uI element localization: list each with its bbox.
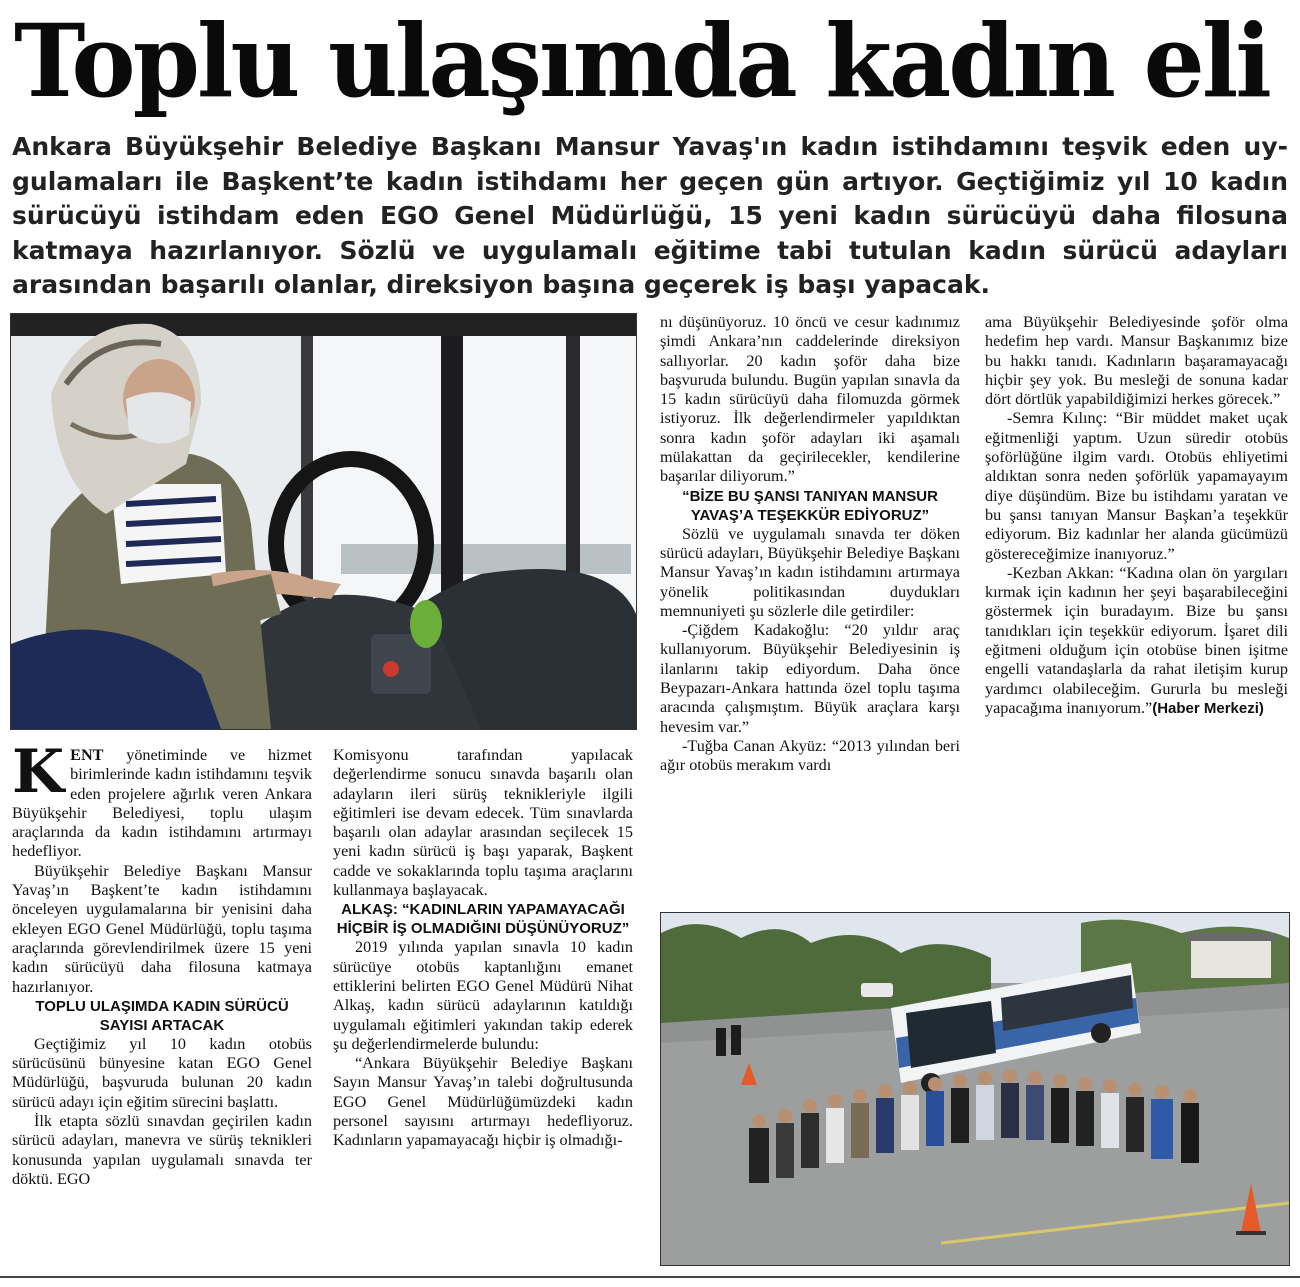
subheading-alkas: ALKAŞ: “KADINLARIN YAPAMAYACAĞI HİÇBİR İŞ OLMADIĞINI DÜŞÜNÜYORUZ” [336, 901, 630, 938]
headline: Toplu ulaşımda kadın eli [14, 2, 1270, 120]
column-3-paragraph-1: nı düşünüyoruz. 10 öncü ve cesur kadınımız şimdi Ankara’nın caddelerinde direksiyon sallıyorlar. 20 kadın şoför daha bize başvuruda bulundu. Bugün yapılan sınavla da 15 kadın sürücüyü daha filomuzda görmek istiyoruz. İlk değerlendirmeler yapıldıktan sonra kadın şoför adayları iki aşamalı mülakattan da geçirilecekler, kendilerine başarılar diliyorum.” [660, 313, 960, 486]
column-4-paragraph-3 [985, 564, 1288, 718]
column-2 [333, 746, 633, 1151]
column-4-paragraph-2: -Semra Kılınç: “Bir müddet maket uçak eğitmenliği yaptım. Uzun süredir otobüs şoförlüğüne ilgim vardı. Otobüs ehliyetimi aldıktan sonra neden şoförlük yapamayayım diye düşündüm. Bize bu istihdamı yaratan ve bu şansı tanıyan Mansur Başkan’a teşekkür ediyorum. Biz kadınlar her alanda gücümüzü göstereceğimize inanıyoruz.” [985, 409, 1288, 563]
paragraph-text: yönetiminde ve hizmet birimlerinde kadın istihdamını teşvik eden projelere ağırlık veren Ankara Büyükşehir Belediyesi, toplu ulaşım araçlarında da kadın istihdamını artırmayı hedefliyor. [12, 746, 312, 861]
lead-line: katmaya hazırlanıyor. Sözlü ve uygulamalı eğitime tabi tutulan kadın sürücü adayları [12, 235, 1288, 265]
column-3-paragraph-2: Sözlü ve uygulamalı sınavda ter döken sürücü adayları, Büyükşehir Belediye Başkanı Mansur Yavaş’ın kadın istihdamını artırmaya yönelik politikasından duydukları memnuniyeti şu sözlerle dile getirdiler: [660, 524, 960, 620]
column-4 [985, 313, 1288, 718]
column-1-paragraph-1 [12, 737, 312, 862]
subheading-bize-bu-sansi: “BİZE BU ŞANSI TANIYAN MANSUR YAVAŞ’A TEŞEKKÜR EDİYORUZ” [682, 487, 938, 524]
column-2-paragraph-2: 2019 yılında yapılan sınavla 10 kadın sürücüye otobüs kaptanlığını emanet ettiklerini belirten EGO Genel Müdürü Nihat Alkaş, kadın sürücü adaylarının katıldığı uygulamalı eğitimleri yakından takip ederek şu değerlendirmelerde bulundu: [333, 938, 633, 1053]
column-1 [12, 737, 312, 1189]
column-2-paragraph-1: Komisyonu tarafından yapılacak değerlendirme sonucu sınavda başarılı olan adayların ileri sürüş teknikleriyle ilgili eğitimleri ise devam edecek. Tüm sınavlarda başarılı olan adaylar arasından seçilecek 15 yeni kadın sürücü iş başı yaparak, Başkent cadde ve sokaklarında toplu taşıma araçlarını kullanmaya başlayacak. [333, 746, 633, 900]
subheading-toplu-ulasimda: TOPLU ULAŞIMDA KADIN SÜRÜCÜ SAYISI ARTACAK [35, 997, 289, 1034]
bottom-rule [0, 1276, 1300, 1278]
photo-group-bus-image [661, 913, 1289, 1265]
lead-paragraph [12, 130, 1288, 303]
lead-line: gulamaları ile Başkent’te kadın istihdamı her geçen gün artıyor. Geçtiğimiz yıl 10 kadın [12, 166, 1288, 196]
lead-line: arasından başarılı olanlar, direksiyon başına geçerek iş başı yapacak. [12, 270, 990, 299]
lead-line: Ankara Büyükşehir Belediye Başkanı Mansur Yavaş'ın kadın istihdamını teşvik eden uy- [12, 132, 1288, 161]
lead-line: sürücüyü istihdam eden EGO Genel Müdürlüğü, 15 yeni kadın sürücüyü daha filosuna [12, 201, 1288, 230]
signature: (Haber Merkezi) [1152, 699, 1264, 717]
column-1-paragraph-4: İlk etapta sözlü sınavdan geçirilen kadın sürücü adayları, manevra ve sürüş teknikleri konusunda yapılan uygulamalı sınavda ter döktü. EGO [12, 1112, 312, 1188]
photo-woman-driver-image [11, 314, 636, 729]
lead-word: ENT [70, 746, 104, 764]
column-1-paragraph-3: Geçtiğimiz yıl 10 kadın otobüs sürücüsünü bünyesine katan EGO Genel Müdürlüğü, başvuruda bulunan 20 kadın sürücü adayı için eğitim sürecini başlattı. [12, 1034, 312, 1111]
column-3 [660, 313, 960, 776]
column-4-paragraph-1: ama Büyükşehir Belediyesinde şoför olma hedefim hep vardı. Mansur Başkanımız bize bu hakkı tanıdı. Kadınların başaramayacağı hiçbir şey yok. Bu mesleği de sonuna kadar dört dörtlük yapabildiğimizi herkes görecek.” [985, 313, 1288, 409]
column-2-paragraph-3: “Ankara Büyükşehir Belediye Başkanı Sayın Mansur Yavaş’ın talebi doğrultusunda EGO Genel Müdürlüğümüzdeki kadın personel sayısını artırmayı hedefliyoruz. Kadınların yapamayacağı hiçbir iş olmadığı- [333, 1054, 633, 1150]
drop-cap: K [12, 737, 65, 807]
photo-woman-driver [10, 313, 637, 730]
column-3-paragraph-4: -Tuğba Canan Akyüz: “2013 yılından beri ağır otobüs merakım vardı [660, 736, 960, 775]
photo-group-bus [660, 912, 1290, 1266]
paragraph-text: -Kezban Akkan: “Kadına olan ön yargıları kırmak için kadının her şeyi başarabileceğini göstermek için buradayım. Bize bu şansı tanıdıkları için teşekkür ediyorum. İşaret dili eğitmeni olduğum için otobüse binen işitme engelli vatandaşlarla da rahat iletişim kurup yardımcı olabileceğim. Gururla bu mesleği yapacağıma inanıyorum.” [985, 563, 1288, 717]
column-1-paragraph-2: Büyükşehir Belediye Başkanı Mansur Yavaş’ın Başkent’te kadın istihdamını önceleyen uygulamalarına bir yenisini daha ekleyen EGO Genel Müdürlüğü, toplu taşıma araçlarında görevlendirilmek üzere 15 yeni kadın sürücüyü daha filosuna katmaya hazırlanıyor. [12, 861, 312, 996]
column-3-paragraph-3: -Çiğdem Kadakoğlu: “20 yıldır araç kullanıyorum. Büyükşehir Belediyesinin iş ilanlarını takip ediyordum. Daha önce Beypazarı-Ankara hattında özel toplu taşıma aracında çalışmıştım. Büyük araçlara karşı hevesim var.” [660, 621, 960, 736]
